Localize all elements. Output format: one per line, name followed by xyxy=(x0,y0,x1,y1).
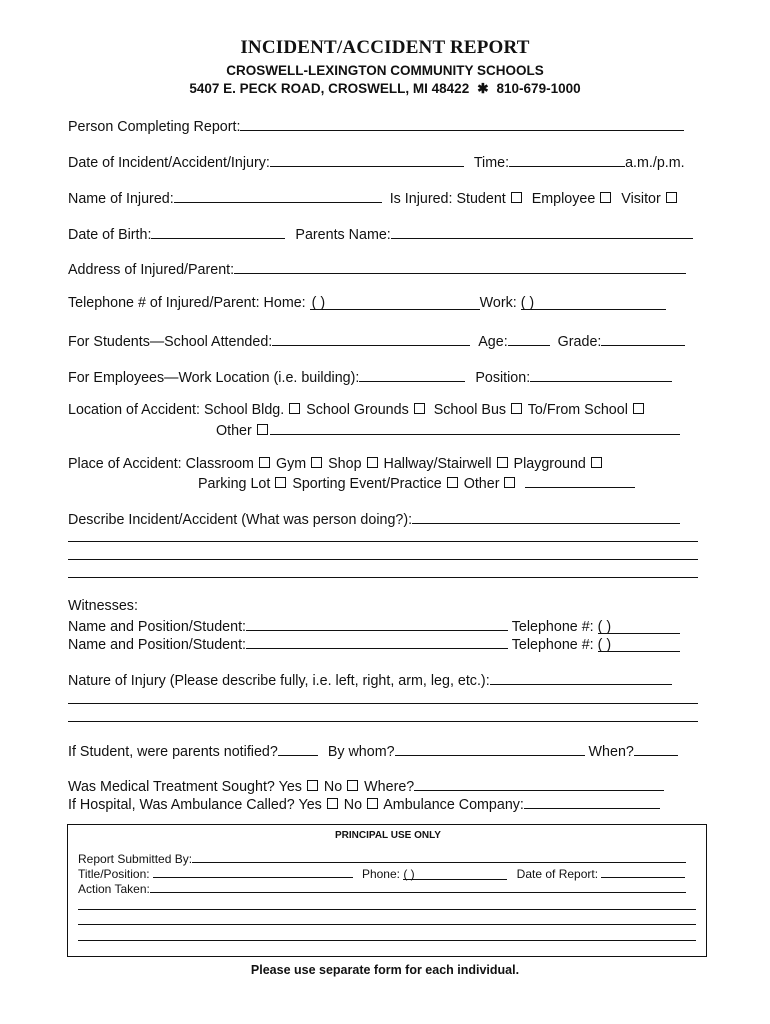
parents-name-field[interactable] xyxy=(391,224,693,239)
parents-name-label: Parents Name: xyxy=(295,227,391,243)
date-time-row xyxy=(68,152,700,172)
home-phone-field[interactable] xyxy=(310,295,480,310)
date-incident-label: Date of Incident/Accident/Injury: xyxy=(68,155,270,171)
medical-yes-label: Yes xyxy=(278,779,302,795)
position-field[interactable] xyxy=(530,367,672,382)
action-taken-label: Action Taken: xyxy=(78,882,150,896)
address-row xyxy=(68,259,700,279)
when-label: When? xyxy=(588,744,634,760)
nature-row xyxy=(68,670,700,690)
location-school-bus-checkbox[interactable] xyxy=(511,403,522,414)
nature-label: Nature of Injury (Please describe fully, i.e. left, right, arm, leg, etc.): xyxy=(68,673,490,689)
ambulance-yes-label: Yes xyxy=(298,797,322,813)
telephone-row xyxy=(68,295,700,312)
location-school-grounds-label: School Grounds xyxy=(306,402,409,418)
place-classroom-checkbox[interactable] xyxy=(259,457,270,468)
star-icon: ✱ xyxy=(477,81,489,96)
principal-phone-field[interactable] xyxy=(403,867,507,880)
place-row-1 xyxy=(68,456,700,473)
school-attended-label: For Students—School Attended: xyxy=(68,334,273,350)
title-position-field[interactable] xyxy=(153,865,353,878)
location-other-row xyxy=(216,420,696,440)
place-playground-label: Playground xyxy=(513,456,586,472)
form-title: INCIDENT/ACCIDENT REPORT xyxy=(240,37,530,58)
dob-label: Date of Birth: xyxy=(68,227,152,243)
place-parking-lot-label: Parking Lot xyxy=(198,476,271,492)
ambulance-company-label: Ambulance Company: xyxy=(383,797,524,813)
action-line-2[interactable] xyxy=(78,909,696,910)
work-label: Work: xyxy=(479,295,517,311)
place-parking-lot-checkbox[interactable] xyxy=(275,477,286,488)
name-injured-row xyxy=(68,188,700,208)
parents-notified-row xyxy=(68,741,700,761)
title-position-label: Title/Position: xyxy=(78,867,150,881)
school-address-line xyxy=(0,81,770,97)
place-other-label: Other xyxy=(463,476,500,492)
location-other-field[interactable] xyxy=(270,420,680,435)
student-option-label: Student xyxy=(456,191,506,207)
work-location-row xyxy=(68,367,700,387)
submitted-by-row xyxy=(78,850,698,866)
ambulance-row xyxy=(68,794,700,814)
witness-1-area-code: ( ) xyxy=(597,619,612,635)
telephone-label: Telephone # of Injured/Parent: xyxy=(68,295,260,311)
parents-notified-field[interactable] xyxy=(278,741,318,756)
medical-row xyxy=(68,776,700,796)
school-attended-row xyxy=(68,331,700,351)
location-school-grounds-checkbox[interactable] xyxy=(414,403,425,414)
where-field[interactable] xyxy=(414,776,664,791)
employee-option-label: Employee xyxy=(531,191,596,207)
ambulance-no-checkbox[interactable] xyxy=(367,798,378,809)
witness-2-telephone-field[interactable] xyxy=(598,637,680,652)
when-field[interactable] xyxy=(634,741,678,756)
nature-line-2[interactable] xyxy=(68,703,698,704)
submitted-by-field[interactable] xyxy=(192,850,686,863)
home-area-code: ( ) xyxy=(311,295,326,311)
work-location-field[interactable] xyxy=(359,367,465,382)
action-taken-row xyxy=(78,880,698,896)
age-field[interactable] xyxy=(508,331,550,346)
witness-2-telephone-label: Telephone #: xyxy=(511,637,594,653)
action-taken-field[interactable] xyxy=(150,880,686,893)
witness-2-name-label: Name and Position/Student: xyxy=(68,637,247,653)
principal-area-code: ( ) xyxy=(403,867,415,881)
date-of-report-label: Date of Report: xyxy=(516,867,599,881)
person-completing-row xyxy=(68,116,700,136)
person-completing-field[interactable] xyxy=(240,116,684,131)
location-school-bldg-checkbox[interactable] xyxy=(289,403,300,414)
place-classroom-label: Classroom xyxy=(185,456,254,472)
employee-checkbox[interactable] xyxy=(600,192,611,203)
witness-1-name-label: Name and Position/Student: xyxy=(68,619,247,635)
is-injured-label: Is Injured: xyxy=(389,191,453,207)
footer-note: Please use separate form for each individual. xyxy=(250,963,520,977)
work-area-code: ( ) xyxy=(520,295,535,311)
location-to-from-school-label: To/From School xyxy=(527,402,628,418)
location-label: Location of Accident: xyxy=(68,402,200,418)
grade-label: Grade: xyxy=(557,334,602,350)
place-hallway-checkbox[interactable] xyxy=(497,457,508,468)
position-label: Position: xyxy=(475,370,531,386)
principal-use-title: PRINCIPAL USE ONLY xyxy=(335,830,441,841)
place-sporting-event-label: Sporting Event/Practice xyxy=(292,476,442,492)
grade-field[interactable] xyxy=(601,331,685,346)
place-gym-checkbox[interactable] xyxy=(311,457,322,468)
name-injured-field[interactable] xyxy=(174,188,382,203)
home-label: Home: xyxy=(263,295,306,311)
submitted-by-label: Report Submitted By: xyxy=(78,852,193,866)
place-gym-label: Gym xyxy=(275,456,307,472)
location-to-from-school-checkbox[interactable] xyxy=(633,403,644,414)
witness-1-name-field[interactable] xyxy=(246,616,508,631)
visitor-option-label: Visitor xyxy=(621,191,661,207)
place-shop-label: Shop xyxy=(328,456,362,472)
describe-line-4[interactable] xyxy=(68,577,698,578)
name-injured-label: Name of Injured: xyxy=(68,191,174,207)
place-sporting-event-checkbox[interactable] xyxy=(447,477,458,488)
dob-field[interactable] xyxy=(151,224,285,239)
location-school-bldg-label: School Bldg. xyxy=(203,402,285,418)
work-location-label: For Employees—Work Location (i.e. building): xyxy=(68,370,360,386)
ambulance-label: If Hospital, Was Ambulance Called? xyxy=(68,797,295,813)
witness-2-area-code: ( ) xyxy=(597,637,612,653)
witnesses-label: Witnesses: xyxy=(68,598,138,614)
date-incident-field[interactable] xyxy=(270,152,464,167)
place-other-field[interactable] xyxy=(525,473,635,488)
school-phone: 810-679-1000 xyxy=(496,81,581,96)
medical-label: Was Medical Treatment Sought? xyxy=(68,779,275,795)
location-school-bus-label: School Bus xyxy=(433,402,507,418)
title-position-row xyxy=(78,865,698,881)
describe-field[interactable] xyxy=(412,509,680,524)
ambulance-no-label: No xyxy=(343,797,363,813)
date-of-report-field[interactable] xyxy=(601,865,685,878)
work-phone-field[interactable] xyxy=(521,295,666,310)
student-checkbox[interactable] xyxy=(511,192,522,203)
witness-1-telephone-field[interactable] xyxy=(598,619,680,634)
location-other-label: Other xyxy=(216,423,252,439)
nature-field[interactable] xyxy=(490,670,672,685)
ampm-label: a.m./p.m. xyxy=(625,155,685,171)
medical-no-checkbox[interactable] xyxy=(347,780,358,791)
place-shop-checkbox[interactable] xyxy=(367,457,378,468)
nature-line-3[interactable] xyxy=(68,721,698,722)
place-row-2 xyxy=(198,473,678,493)
witness-row-2 xyxy=(68,634,700,654)
school-address: 5407 E. PECK ROAD, CROSWELL, MI 48422 xyxy=(189,81,470,96)
medical-yes-checkbox[interactable] xyxy=(307,780,318,791)
describe-label: Describe Incident/Accident (What was person doing?): xyxy=(68,512,413,528)
witness-row-1 xyxy=(68,616,700,636)
visitor-checkbox[interactable] xyxy=(666,192,677,203)
location-row xyxy=(68,402,700,419)
age-label: Age: xyxy=(478,334,508,350)
medical-no-label: No xyxy=(323,779,343,795)
school-name: CROSWELL-LEXINGTON COMMUNITY SCHOOLS xyxy=(226,63,544,78)
principal-use-box xyxy=(67,824,707,957)
place-label: Place of Accident: xyxy=(68,456,182,472)
dob-parents-row xyxy=(68,224,700,244)
address-label: Address of Injured/Parent: xyxy=(68,262,235,278)
principal-phone-label: Phone: xyxy=(361,867,400,881)
by-whom-label: By whom? xyxy=(327,744,395,760)
time-label: Time: xyxy=(473,155,510,171)
describe-line-3[interactable] xyxy=(68,559,698,560)
ambulance-yes-checkbox[interactable] xyxy=(327,798,338,809)
parents-notified-label: If Student, were parents notified? xyxy=(68,744,278,760)
place-playground-checkbox[interactable] xyxy=(591,457,602,468)
address-field[interactable] xyxy=(234,259,686,274)
where-label: Where? xyxy=(364,779,415,795)
time-field[interactable] xyxy=(509,152,625,167)
person-completing-label: Person Completing Report: xyxy=(68,119,241,135)
by-whom-field[interactable] xyxy=(395,741,585,756)
action-line-4[interactable] xyxy=(78,940,696,941)
place-hallway-label: Hallway/Stairwell xyxy=(383,456,492,472)
ambulance-company-field[interactable] xyxy=(524,794,660,809)
witness-2-name-field[interactable] xyxy=(246,634,508,649)
witness-1-telephone-label: Telephone #: xyxy=(511,619,594,635)
location-other-checkbox[interactable] xyxy=(257,424,268,435)
place-other-checkbox[interactable] xyxy=(504,477,515,488)
action-line-3[interactable] xyxy=(78,924,696,925)
describe-row xyxy=(68,509,700,529)
describe-line-2[interactable] xyxy=(68,541,698,542)
school-attended-field[interactable] xyxy=(272,331,470,346)
